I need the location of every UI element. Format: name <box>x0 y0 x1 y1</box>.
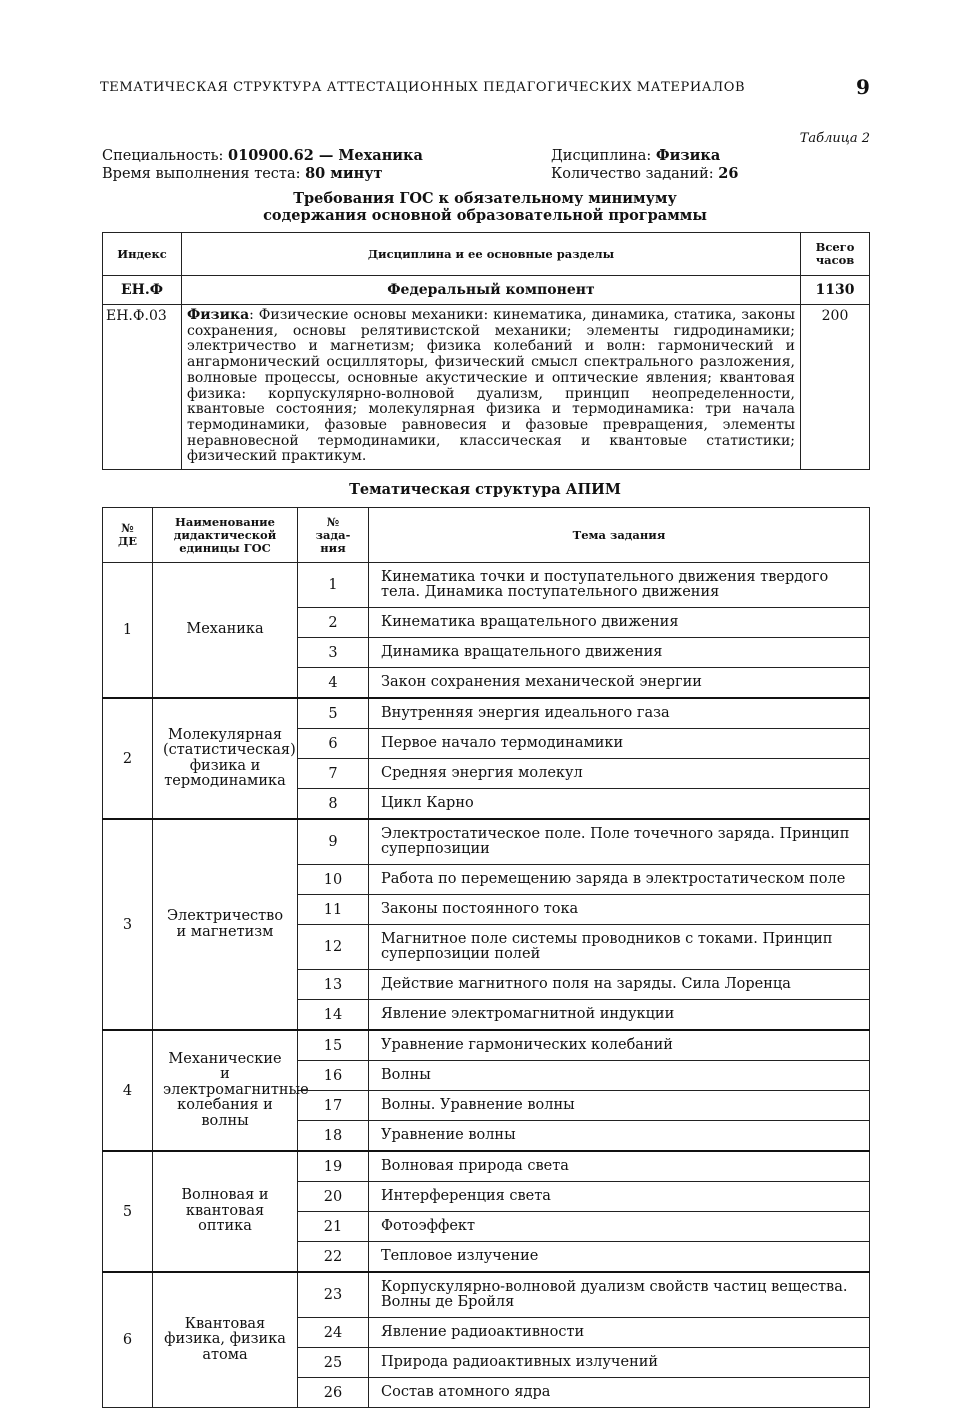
task-topic: Первое начало термодинамики <box>369 729 870 759</box>
task-number: 22 <box>298 1242 369 1273</box>
gos-header-index: Индекс <box>103 233 182 276</box>
federal-index: ЕН.Ф <box>103 276 182 305</box>
task-number: 6 <box>298 729 369 759</box>
unit-name: Механические и электромагнитные колебания и волны <box>153 1030 298 1151</box>
task-topic: Интерференция света <box>369 1182 870 1212</box>
task-topic: Магнитное поле системы проводников с токами. Принцип суперпозиции полей <box>369 925 870 970</box>
task-topic: Волновая природа света <box>369 1151 870 1182</box>
task-topic: Явление электромагнитной индукции <box>369 1000 870 1031</box>
gos-header-hours <box>801 233 870 276</box>
task-number: 18 <box>298 1121 369 1152</box>
federal-name: Федеральный компонент <box>182 276 801 305</box>
task-number: 7 <box>298 759 369 789</box>
table-row <box>103 1272 870 1318</box>
apim-header-row <box>103 508 870 563</box>
physics-description-cell <box>182 305 801 470</box>
task-number: 16 <box>298 1061 369 1091</box>
task-topic: Цикл Карно <box>369 789 870 820</box>
specialty-label: Специальность: <box>102 148 224 164</box>
task-number: 24 <box>298 1318 369 1348</box>
task-number: 10 <box>298 865 369 895</box>
physics-index: ЕН.Ф.03 <box>103 305 182 470</box>
task-number: 2 <box>298 608 369 638</box>
task-topic: Кинематика точки и поступательного движения твердого тела. Динамика поступательного движения <box>369 563 870 608</box>
apim-structure-table <box>102 507 870 1408</box>
gos-physics-row <box>103 305 870 470</box>
task-topic: Законы постоянного тока <box>369 895 870 925</box>
table-caption: Таблица 2 <box>799 131 870 146</box>
table-row <box>103 1030 870 1061</box>
task-topic: Явление радиоактивности <box>369 1318 870 1348</box>
table-row <box>103 563 870 608</box>
apim-header-de-line2: ДЕ <box>118 534 137 548</box>
apim-header-task-line1: № <box>326 514 340 529</box>
apim-header-unit-line2: дидактической <box>173 527 277 542</box>
federal-hours: 1130 <box>801 276 870 305</box>
unit-name: Электричество и магнетизм <box>153 819 298 1030</box>
task-topic: Электростатическое поле. Поле точечного заряда. Принцип суперпозиции <box>369 819 870 865</box>
physics-name: Физика <box>187 307 250 323</box>
apim-header-de <box>103 508 153 563</box>
unit-name: Волновая и квантовая оптика <box>153 1151 298 1272</box>
meta-right <box>551 147 738 183</box>
apim-header-task <box>298 508 369 563</box>
task-number: 14 <box>298 1000 369 1031</box>
task-topic: Тепловое излучение <box>369 1242 870 1273</box>
apim-header-task-line2: зада- <box>315 527 351 542</box>
discipline-label: Дисциплина: <box>551 148 652 164</box>
requirements-title-line2: содержания основной образовательной программы <box>263 207 707 224</box>
table-row <box>103 1151 870 1182</box>
task-topic: Действие магнитного поля на заряды. Сила Лоренца <box>369 970 870 1000</box>
de-number: 4 <box>103 1030 153 1151</box>
task-number: 4 <box>298 668 369 699</box>
task-topic: Волны. Уравнение волны <box>369 1091 870 1121</box>
physics-hours: 200 <box>801 305 870 470</box>
de-number: 3 <box>103 819 153 1030</box>
apim-header-topic: Тема задания <box>369 508 870 563</box>
task-number: 17 <box>298 1091 369 1121</box>
task-number: 19 <box>298 1151 369 1182</box>
task-topic: Динамика вращательного движения <box>369 638 870 668</box>
de-number: 1 <box>103 563 153 699</box>
task-number: 11 <box>298 895 369 925</box>
apim-title: Тематическая структура АПИМ <box>349 481 621 498</box>
apim-header-unit <box>153 508 298 563</box>
gos-header-discipline: Дисциплина и ее основные разделы <box>182 233 801 276</box>
task-topic: Природа радиоактивных излучений <box>369 1348 870 1378</box>
gos-header-hours-line2: часов <box>815 253 855 267</box>
time-value: 80 минут <box>305 165 383 182</box>
time-label: Время выполнения теста: <box>102 166 301 182</box>
task-number: 23 <box>298 1272 369 1318</box>
task-number: 3 <box>298 638 369 668</box>
apim-header-unit-line3: единицы ГОС <box>179 540 271 555</box>
apim-header-task-line3: ния <box>320 540 346 555</box>
gos-requirements-table <box>102 232 870 470</box>
specialty-value: 010900.62 — Механика <box>228 147 423 164</box>
task-topic: Кинематика вращательного движения <box>369 608 870 638</box>
table-row <box>103 819 870 865</box>
table-row <box>103 698 870 729</box>
unit-name: Молекулярная (статистическая) физика и термодинамика <box>153 698 298 819</box>
de-number: 5 <box>103 1151 153 1272</box>
unit-name: Механика <box>153 563 298 699</box>
task-topic: Волны <box>369 1061 870 1091</box>
task-number: 5 <box>298 698 369 729</box>
task-topic: Корпускулярно-волновой дуализм свойств частиц вещества. Волны де Бройля <box>369 1272 870 1318</box>
page-number: 9 <box>856 75 870 99</box>
task-number: 13 <box>298 970 369 1000</box>
task-number: 1 <box>298 563 369 608</box>
task-number: 26 <box>298 1378 369 1408</box>
task-number: 9 <box>298 819 369 865</box>
task-number: 21 <box>298 1212 369 1242</box>
apim-header-de-line1: № <box>121 521 134 535</box>
task-number: 8 <box>298 789 369 820</box>
task-topic: Фотоэффект <box>369 1212 870 1242</box>
gos-header-row <box>103 233 870 276</box>
task-topic: Уравнение волны <box>369 1121 870 1152</box>
discipline-value: Физика <box>655 147 721 164</box>
tasks-value: 26 <box>718 165 739 182</box>
unit-name: Квантовая физика, физика атома <box>153 1272 298 1408</box>
task-number: 15 <box>298 1030 369 1061</box>
tasks-label: Количество заданий: <box>551 166 714 182</box>
physics-description: : Физические основы механики: кинематика, динамика, статика, законы сохранения, основы релятивистской механики; элементы гидродинамики; электричество и магнетизм; физика колебаний и волн: гармонический и ангармонический осцилляторы, физический смысл спектрального разложения, волновые процессы, основные акустические и оптические явления; квантовая физика: корпускулярно-волновой дуализм, принцип неопределенности, квантовые состояния; молекулярная физика и термодинамика: три начала термодинамики, фазовые равновесия и фазовые превращения, элементы неравновесной термодинамики, классическая и квантовые статистики; физический практикум. <box>187 307 795 465</box>
task-topic: Состав атомного ядра <box>369 1378 870 1408</box>
task-number: 25 <box>298 1348 369 1378</box>
requirements-title <box>102 190 868 224</box>
gos-header-hours-line1: Всего <box>815 240 855 254</box>
gos-federal-row <box>103 276 870 305</box>
meta-left <box>102 147 423 183</box>
task-topic: Работа по перемещению заряда в электростатическом поле <box>369 865 870 895</box>
apim-header-unit-line1: Наименование <box>175 514 275 529</box>
task-topic: Внутренняя энергия идеального газа <box>369 698 870 729</box>
task-topic: Закон сохранения механической энергии <box>369 668 870 699</box>
task-number: 20 <box>298 1182 369 1212</box>
requirements-title-line1: Требования ГОС к обязательному минимуму <box>293 190 677 207</box>
task-number: 12 <box>298 925 369 970</box>
de-number: 6 <box>103 1272 153 1408</box>
running-header: ТЕМАТИЧЕСКАЯ СТРУКТУРА АТТЕСТАЦИОННЫХ ПЕДАГОГИЧЕСКИХ МАТЕРИАЛОВ <box>100 80 746 95</box>
task-topic: Средняя энергия молекул <box>369 759 870 789</box>
de-number: 2 <box>103 698 153 819</box>
task-topic: Уравнение гармонических колебаний <box>369 1030 870 1061</box>
